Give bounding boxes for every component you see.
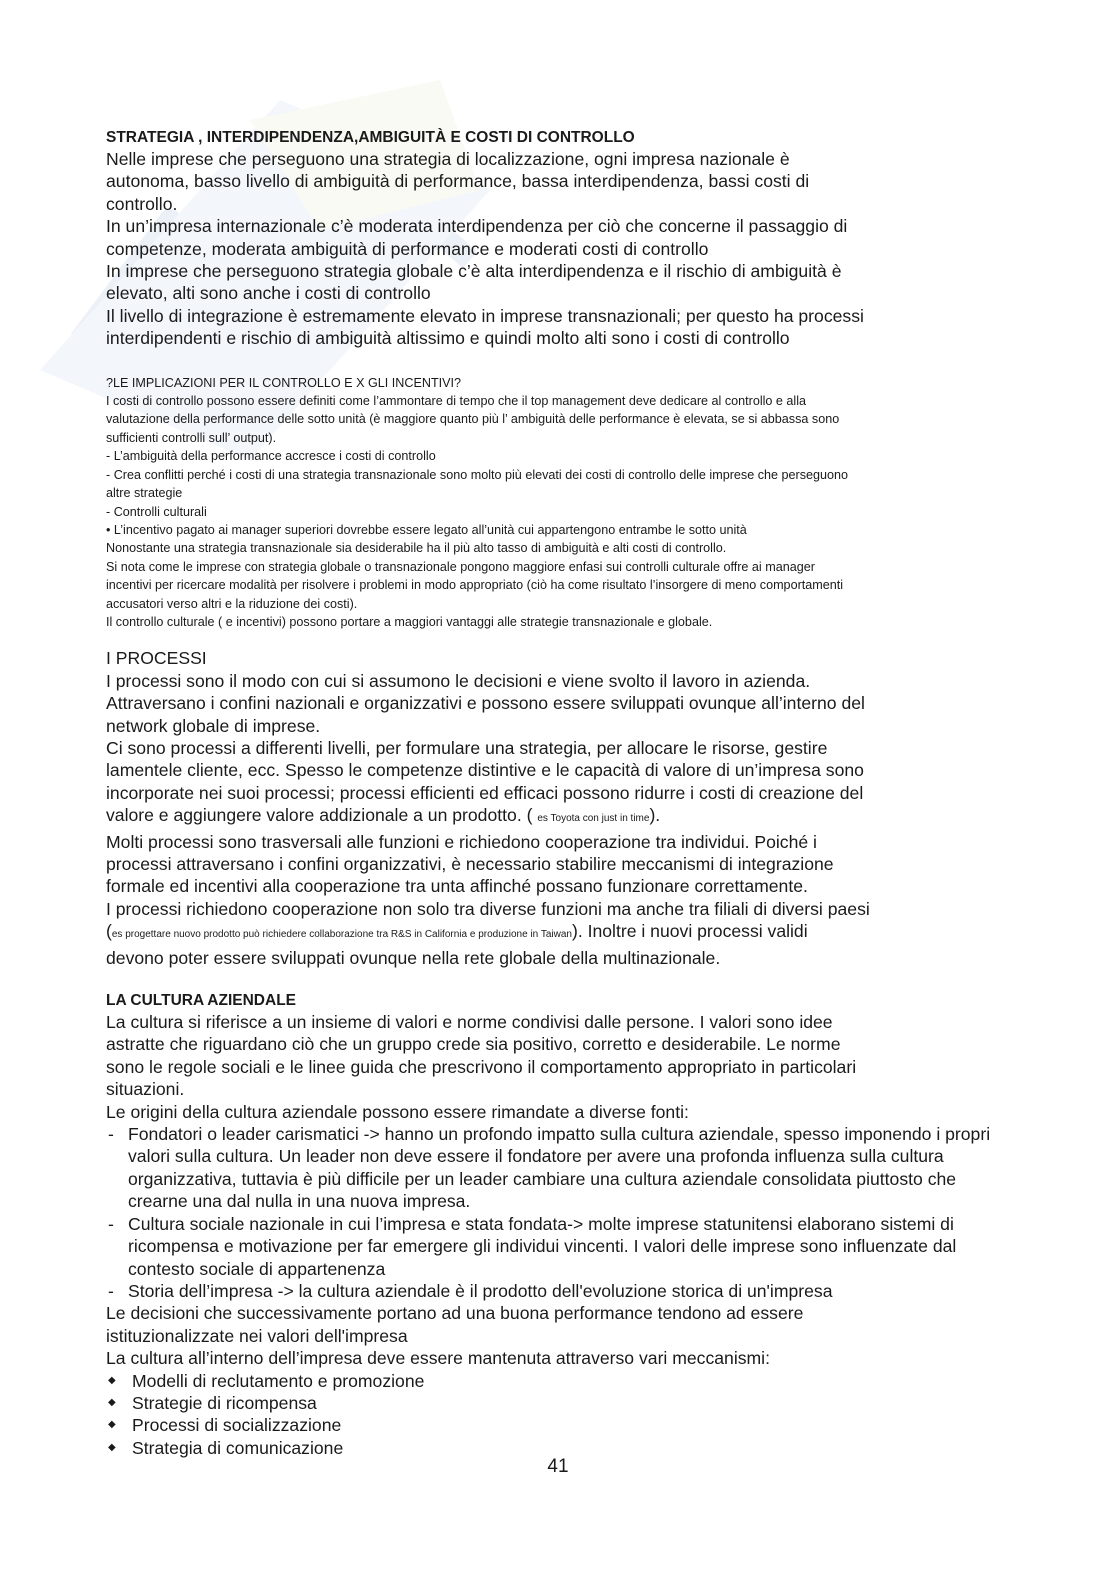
mechanisms-list bbox=[106, 1370, 1006, 1460]
text-line: incorporate nei suoi processi; processi efficienti ed efficaci possono ridurre i costi di creazione del bbox=[106, 782, 864, 803]
text-line: formale ed incentivi alla cooperazione tra unta affinché possano funzionare correttamente. bbox=[106, 876, 808, 897]
text-run: ). bbox=[649, 805, 661, 826]
small-text-line: sufficienti controlli sull’ output). bbox=[106, 430, 277, 445]
page-number: 41 bbox=[547, 1456, 569, 1477]
page-content bbox=[106, 128, 1006, 1459]
text-line: sono le regole sociali e le linee guida che prescrivono il comportamento appropriato in particolari bbox=[106, 1056, 857, 1077]
small-text-line: - Controlli culturali bbox=[106, 504, 207, 519]
small-text-line: - L’ambiguità della performance accresce i costi di controllo bbox=[106, 449, 436, 464]
section-cultura bbox=[106, 991, 1006, 1459]
list-item: ◆ Strategie di ricompensa bbox=[106, 1392, 1006, 1414]
text-line: In imprese che perseguono strategia globale c’è alta interdipendenza e il rischio di ambiguità è bbox=[106, 261, 842, 282]
list-item: ◆ Processi di socializzazione bbox=[106, 1414, 1006, 1436]
text-line: I processi sono il modo con cui si assumono le decisioni e viene svolto il lavoro in azienda. bbox=[106, 670, 811, 691]
list-item: ◆ Modelli di reclutamento e promozione bbox=[106, 1370, 1006, 1392]
text-line: situazioni. bbox=[106, 1079, 185, 1100]
text-line: interdipendenti e rischio di ambiguità altissimo e quindi molto alti sono i costi di controllo bbox=[106, 328, 790, 349]
section-implicazioni bbox=[106, 374, 1006, 632]
text-line: astratte che riguardano ciò che un gruppo crede sia positivo, corretto e desiderabile. Le norme bbox=[106, 1034, 841, 1055]
text-line: Nelle imprese che perseguono una strategia di localizzazione, ogni impresa nazionale è bbox=[106, 149, 790, 169]
inline-example-note: es Toyota con just in time bbox=[537, 813, 650, 825]
small-text-line: I costi di controllo possono essere definiti come l’ammontare di tempo che il top management deve dedicare al controllo e alla bbox=[106, 394, 807, 409]
section-title: I PROCESSI bbox=[106, 648, 207, 669]
text-line: network globale di imprese. bbox=[106, 715, 321, 736]
small-text-line: accusatori verso altri e la riduzione dei costi). bbox=[106, 596, 358, 611]
small-text-line: altre strategie bbox=[106, 486, 183, 501]
text-line: I processi richiedono cooperazione non solo tra diverse funzioni ma anche tra filiali di diversi paesi bbox=[106, 898, 870, 919]
small-text-line: Si nota come le imprese con strategia globale o transnazionale pongono maggiore enfasi sui controlli culturale offre ai manager bbox=[106, 559, 815, 574]
small-text-line: ?LE IMPLICAZIONI PER IL CONTROLLO E X GLI INCENTIVI? bbox=[106, 375, 462, 390]
section-processi bbox=[106, 647, 1006, 969]
text-line: Le origini della cultura aziendale possono essere rimandate a diverse fonti: bbox=[106, 1101, 689, 1122]
small-text-line: incentivi per ricercare modalità per risolvere i problemi in modo appropriato (ciò ha come risultato l’insorgere di meno comportamenti bbox=[106, 578, 844, 593]
text-run: ). Inoltre i nuovi processi validi bbox=[571, 921, 808, 942]
inline-example-note: es progettare nuovo prodotto può richiedere collaborazione tra R&S in California e produzione in Taiwan bbox=[111, 929, 572, 941]
text-line: Attraversano i confini nazionali e organizzativi e possono essere sviluppati ovunque all’interno del bbox=[106, 693, 865, 714]
origins-list bbox=[106, 1123, 1006, 1302]
small-text-line: • L’incentivo pagato ai manager superiori dovrebbe essere legato all’unità cui appartengono entrambe le sotto unità bbox=[106, 522, 747, 537]
section-title: STRATEGIA , INTERDIPENDENZA,AMBIGUITÀ E COSTI DI CONTROLLO bbox=[106, 129, 635, 146]
text-line: lamentele cliente, ecc. Spesso le competenze distintive e le capacità di valore di un’impresa sono bbox=[106, 760, 864, 781]
list-item: ◆ Strategia di comunicazione bbox=[106, 1437, 1006, 1459]
text-line: In un’impresa internazionale c’è moderata interdipendenza per ciò che concerne il passaggio di bbox=[106, 216, 848, 237]
text-line: istituzionalizzate nei valori dell'impresa bbox=[106, 1325, 408, 1346]
text-line bbox=[106, 804, 1006, 830]
section-title: LA CULTURA AZIENDALE bbox=[106, 992, 296, 1010]
list-item: - Storia dell’impresa -> la cultura aziendale è il prodotto dell'evoluzione storica di un'impresa bbox=[106, 1280, 1006, 1302]
text-line: devono poter essere sviluppati ovunque nella rete globale della multinazionale. bbox=[106, 947, 721, 968]
small-text-line: valutazione della performance delle sotto unità (è maggiore quanto più l’ ambiguità delle performance è elevata, se si abbassa sono bbox=[106, 412, 840, 427]
list-item: - Cultura sociale nazionale in cui l’impresa e stata fondata-> molte imprese statunitensi elaborano sistemi di ricompensa e motivazione per far emergere gli individui vincenti. I valori delle imprese sono influenzate dal contesto sociale di appartenenza bbox=[106, 1213, 1006, 1280]
small-text-line: Nonostante una strategia transnazionale sia desiderabile ha il più alto tasso di ambiguità e alti costi di controllo. bbox=[106, 541, 727, 556]
small-text-line: Il controllo culturale ( e incentivi) possono portare a maggiori vantaggi alle strategie transnazionale e globale. bbox=[106, 614, 713, 629]
text-line: Il livello di integrazione è estremamente elevato in imprese transnazionali; per questo ha processi bbox=[106, 305, 864, 326]
text-line: La cultura si riferisce a un insieme di valori e norme condivisi dalle persone. I valori sono idee bbox=[106, 1012, 833, 1033]
text-line: Le decisioni che successivamente portano ad una buona performance tendono ad essere bbox=[106, 1303, 804, 1324]
section-strategia bbox=[106, 128, 1006, 350]
text-line: autonoma, basso livello di ambiguità di performance, bassa interdipendenza, bassi costi di bbox=[106, 171, 810, 192]
text-line: competenze, moderata ambiguità di performance e moderati costi di controllo bbox=[106, 238, 709, 259]
text-line bbox=[106, 920, 1006, 946]
text-line: Molti processi sono trasversali alle funzioni e richiedono cooperazione tra individui. Poiché i bbox=[106, 831, 817, 852]
text-run: valore e aggiungere valore addizionale a un prodotto. ( bbox=[106, 805, 538, 826]
text-line: controllo. bbox=[106, 193, 178, 214]
text-line: La cultura all’interno dell’impresa deve essere mantenuta attraverso vari meccanismi: bbox=[106, 1348, 770, 1369]
text-run: ( bbox=[106, 921, 112, 942]
list-item: - Fondatori o leader carismatici -> hanno un profondo impatto sulla cultura aziendale, spesso imponendo i propri valori sulla cultura. Un leader non deve essere il fondatore per avere una profonda influenza sulla cultura organizzativa, tuttavia è più difficile per un leader cambiare una cultura aziendale consolidata piuttosto che crearne una dal nulla in una nuova impresa. bbox=[106, 1123, 1006, 1213]
text-line: processi attraversano i confini organizzativi, è necessario stabilire meccanismi di integrazione bbox=[106, 854, 834, 874]
small-text-line: - Crea conflitti perché i costi di una strategia transnazionale sono molto più elevati dei costi di controllo delle imprese che perseguono bbox=[106, 467, 849, 482]
text-line: elevato, alti sono anche i costi di controllo bbox=[106, 283, 431, 304]
text-line: Ci sono processi a differenti livelli, per formulare una strategia, per allocare le risorse, gestire bbox=[106, 737, 828, 758]
